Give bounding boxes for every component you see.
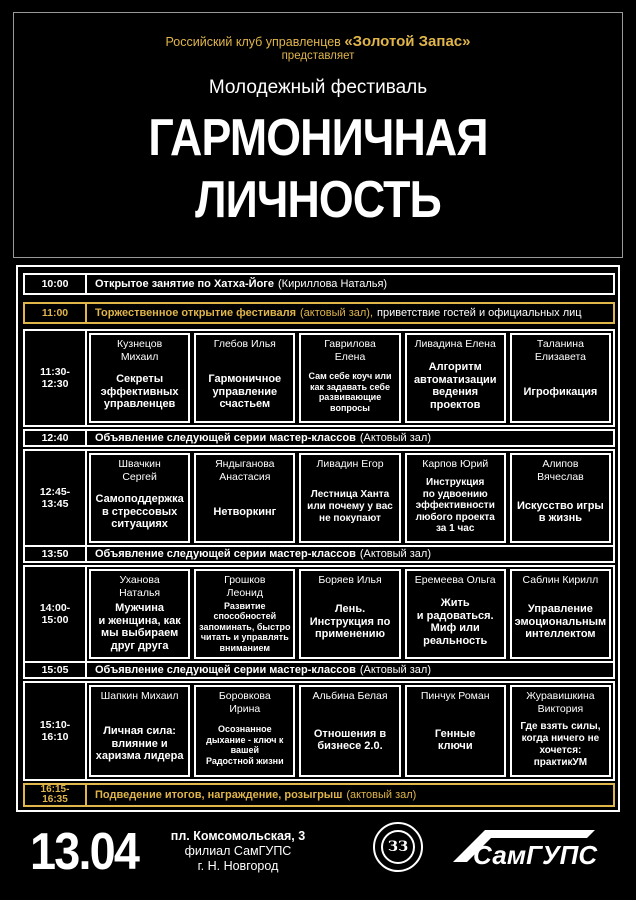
speaker-name: Ливадина Елена xyxy=(414,338,496,350)
session-topic: Самоподдержка в стрессовых ситуациях xyxy=(95,493,184,531)
session-cell xyxy=(89,333,190,423)
session-block xyxy=(23,565,615,663)
event-address xyxy=(168,829,308,874)
row-note-gold: (актовый зал), xyxy=(300,307,374,319)
speaker-name: Карпов Юрий xyxy=(422,458,489,470)
schedule-row xyxy=(23,661,615,679)
event-date: 13.04 xyxy=(30,823,139,881)
session-cell xyxy=(405,685,506,777)
speaker-name: Ливадин Егор xyxy=(316,458,384,470)
session-cell xyxy=(510,333,611,423)
session-topic: Отношения в бизнесе 2.0. xyxy=(313,727,387,752)
speaker-name: Журавишкина Виктория xyxy=(526,690,595,715)
row-title: Торжественное открытие фестиваля xyxy=(95,307,297,319)
samgups-logo-icon xyxy=(445,826,605,870)
row-time: 11:00 xyxy=(25,304,87,322)
session-block xyxy=(23,449,615,547)
club-logo-icon xyxy=(373,822,423,872)
schedule-table xyxy=(16,265,620,812)
row-title: Объявление следующей серии мастер-классов xyxy=(95,664,356,676)
schedule-row xyxy=(23,545,615,563)
session-cell xyxy=(299,685,400,777)
session-topic: Где взять силы, когда ничего не хочется: практикУМ xyxy=(520,721,601,768)
festival-label: Молодежный фестиваль xyxy=(208,77,428,98)
row-note: приветствие гостей и официальных лиц xyxy=(377,307,582,319)
speaker-name: Грошков Леонид xyxy=(224,574,266,599)
row-title: Объявление следующей серии мастер-классов xyxy=(95,432,356,444)
session-topic: Лень. Инструкция по применению xyxy=(309,603,391,641)
club-logo-letters: ЗЗ xyxy=(381,830,415,864)
session-cell xyxy=(510,569,611,659)
session-topic: Искусство игры в жизнь xyxy=(516,499,604,524)
speaker-name: Саблин Кирилл xyxy=(522,574,599,586)
row-time: 16:15- 16:35 xyxy=(25,785,87,805)
session-cell xyxy=(89,453,190,543)
session-topic: Управление эмоциональным интеллектом xyxy=(514,603,607,641)
row-description xyxy=(95,663,609,677)
row-time: 13:50 xyxy=(25,547,87,561)
speaker-name: Таланина Елизавета xyxy=(534,338,586,363)
club-line xyxy=(0,33,636,50)
row-note: (Кириллова Наталья) xyxy=(278,278,388,290)
session-cell xyxy=(405,569,506,659)
session-topic: Развитие способностей запоминать, быстро читать и управлять вниманием xyxy=(199,600,291,653)
session-topic: Алгоритм автоматизации ведения проектов xyxy=(413,361,497,411)
row-note: (Актовый зал) xyxy=(359,432,432,444)
title-line-1: ГАРМОНИЧНАЯ xyxy=(148,109,488,167)
session-topic: Лестница Ханта или почему у вас не покупают xyxy=(307,489,393,524)
session-topic: Жить и радоваться. Миф или реальность xyxy=(416,597,494,647)
row-time: 15:05 xyxy=(25,663,87,677)
session-cell xyxy=(299,453,400,543)
session-topic: Инструкция по удвоению эффективности любого проекта за 1 час xyxy=(415,477,495,535)
row-title: Открытое занятие по Хатха-Йоге xyxy=(95,278,275,290)
session-cell xyxy=(194,453,295,543)
session-cell xyxy=(89,685,190,777)
session-cells xyxy=(87,331,613,425)
session-cells xyxy=(87,683,613,779)
speaker-name: Пинчук Роман xyxy=(420,690,490,702)
session-cell xyxy=(194,333,295,423)
row-note: (Актовый зал) xyxy=(359,664,432,676)
session-topic: Нетворкинг xyxy=(213,505,277,518)
session-cell xyxy=(510,453,611,543)
schedule-row xyxy=(23,273,615,295)
session-topic: Сам себе коуч или как задавать себе развивающие вопросы xyxy=(308,371,392,413)
session-cells xyxy=(87,567,613,661)
row-time: 15:10- 16:10 xyxy=(25,683,87,779)
session-topic: Осознанное дыхание - ключ к вашей Радостной жизни xyxy=(205,724,284,766)
speaker-name: Боровкова Ирина xyxy=(218,690,271,715)
session-block xyxy=(23,681,615,781)
row-title: Подведение итогов, награждение, розыгрыш xyxy=(95,789,343,801)
schedule-row xyxy=(23,302,615,324)
session-cell xyxy=(194,685,295,777)
title-line-2: ЛИЧНОСТЬ xyxy=(195,171,441,229)
session-topic: Мужчина и женщина, как мы выбираем друг друга xyxy=(98,602,181,652)
session-cell xyxy=(194,569,295,659)
session-cell xyxy=(405,453,506,543)
speaker-name: Боряев Илья xyxy=(318,574,382,586)
row-time: 12:45- 13:45 xyxy=(25,451,87,545)
speaker-name: Уханова Наталья xyxy=(119,574,161,599)
speaker-name: Яндыганова Анастасия xyxy=(215,458,275,483)
speaker-name: Алипов Вячеслав xyxy=(537,458,584,483)
row-time: 12:40 xyxy=(25,431,87,445)
address-city: г. Н. Новгород xyxy=(197,859,279,873)
row-description xyxy=(95,304,609,322)
session-cells xyxy=(87,451,613,545)
speaker-name: Шапкин Михаил xyxy=(100,690,179,702)
session-topic: Секреты эффективных управленцев xyxy=(100,373,179,411)
speaker-name: Глебов Илья xyxy=(213,338,276,350)
samgups-logo-text: СамГУПС xyxy=(473,840,598,870)
row-description xyxy=(95,275,609,293)
club-name: «Золотой Запас» xyxy=(344,33,471,50)
speaker-name: Кузнецов Михаил xyxy=(117,338,163,363)
speaker-name: Альбина Белая xyxy=(312,690,388,702)
row-description xyxy=(95,431,609,445)
row-title: Объявление следующей серии мастер-классов xyxy=(95,548,356,560)
row-time: 11:30- 12:30 xyxy=(25,331,87,425)
session-cell xyxy=(299,569,400,659)
address-venue: филиал СамГУПС xyxy=(184,844,292,858)
row-note: (Актовый зал) xyxy=(359,548,432,560)
address-street: пл. Комсомольская, 3 xyxy=(170,829,306,843)
session-cell xyxy=(299,333,400,423)
session-block xyxy=(23,329,615,427)
row-time: 14:00- 15:00 xyxy=(25,567,87,661)
row-description xyxy=(95,785,609,805)
speaker-name: Еремеева Ольга xyxy=(414,574,496,586)
row-time: 10:00 xyxy=(25,275,87,293)
row-note: (актовый зал) xyxy=(346,789,417,801)
club-prefix: Российский клуб управленцев xyxy=(165,35,341,49)
session-topic: Гармоничное управление счастьем xyxy=(208,373,282,411)
schedule-row xyxy=(23,783,615,807)
session-topic: Личная сила: влияние и харизма лидера xyxy=(95,725,184,763)
presents-text: представляет xyxy=(281,50,355,62)
schedule-row xyxy=(23,429,615,447)
session-cell xyxy=(405,333,506,423)
session-cell xyxy=(89,569,190,659)
speaker-name: Гаврилова Елена xyxy=(324,338,376,363)
speaker-name: Швачкин Сергей xyxy=(118,458,161,483)
session-cell xyxy=(510,685,611,777)
session-topic: Игрофикация xyxy=(523,385,598,398)
row-description xyxy=(95,547,609,561)
session-topic: Генные ключи xyxy=(434,727,476,752)
